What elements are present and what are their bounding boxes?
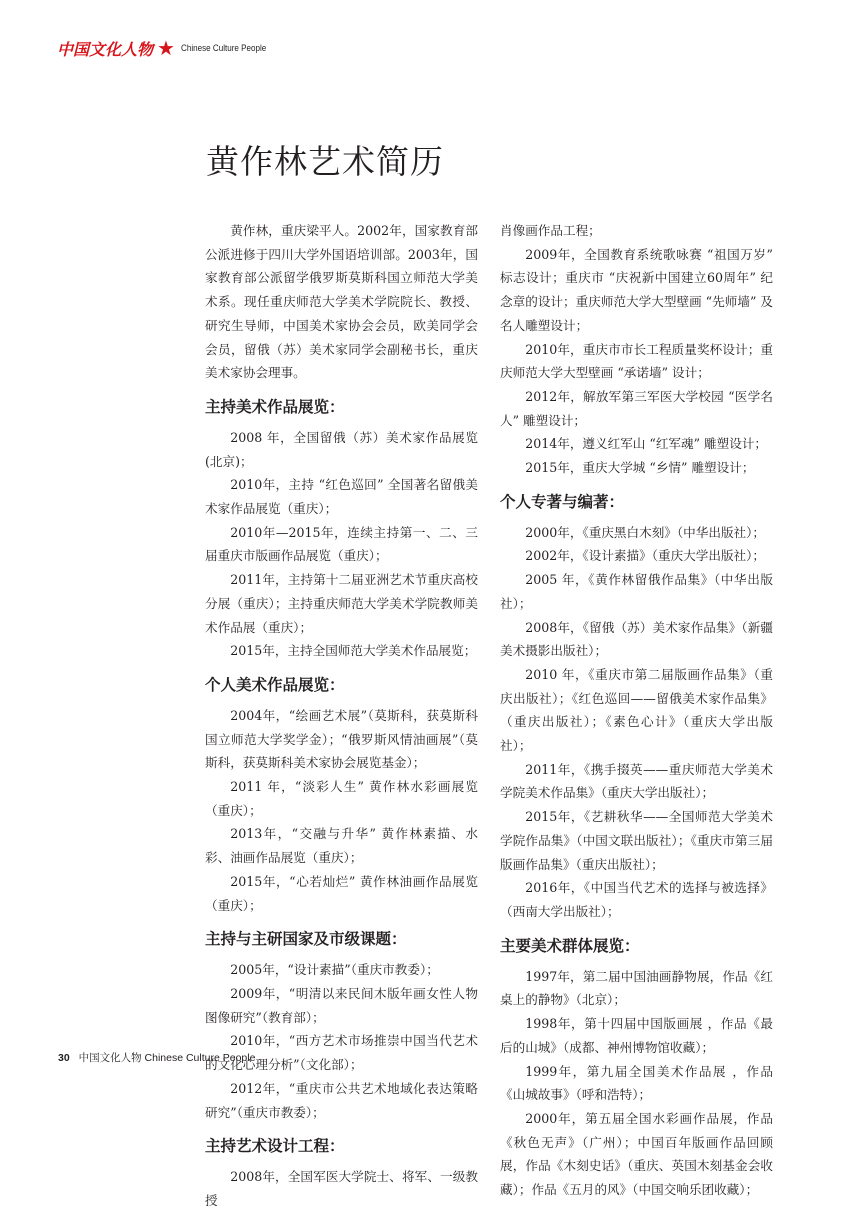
footer-publication: 中国文化人物 Chinese Culture People — [78, 1052, 256, 1064]
paragraph: 1998年，第十四届中国版画展 ，作品《最后的山城》（成都、神州博物馆收藏）； — [500, 1016, 773, 1055]
paragraph: 2013年，“交融与升华” 黄作林素描、水彩、油画作品展览（重庆）； — [205, 826, 478, 866]
paragraph: 2011年，《携手掇英——重庆师范大学美术学院美术作品集》（重庆大学出版社）； — [500, 761, 773, 801]
paragraph: 2009年，“明清以来民间木版年画女性人物图像研究”（教育部）； — [205, 985, 478, 1025]
paragraph: 2012年，“重庆市公共艺术地域化表达策略研究”（重庆市教委）； — [205, 1080, 478, 1120]
paragraph: 1999年，第九届全国美术作品展 ，作品《山城故事》（呼和浩特）； — [500, 1063, 773, 1103]
paragraph: 2008 年，全国留俄（苏）美术家作品展览(北京)； — [205, 429, 478, 469]
masthead-logo — [57, 37, 281, 60]
paragraph: 2014年，遵义红军山 “红军魂” 雕塑设计； — [525, 436, 768, 452]
section-heading: 个人专著与编著： — [500, 492, 625, 511]
paragraph: 2011年，主持第十二届亚洲艺术节重庆高校分展（重庆）；主持重庆师范大学美术学院教师美术作品展（重庆）； — [205, 572, 478, 635]
paragraph: 黄作林，重庆梁平人。2002年，国家教育部公派进修于四川大学外国语培训部。2003年，国家教育部公派留学俄罗斯莫斯科国立师范大学美术系。现任重庆师范大学美术学院院长、教授、研究生导师，中国美术家协会会员，欧美同学会会员，留俄（苏）美术家同学会副秘书长，重庆美术家协会理事。 — [205, 223, 478, 381]
paragraph: 2015年，《艺耕秋华——全国师范大学美术学院作品集》（中国文联出版社）；《重庆市第三届版画作品集》（重庆出版社）； — [500, 809, 773, 872]
page-number: 30 — [58, 1052, 70, 1064]
section-heading: 主持美术作品展览： — [205, 397, 345, 416]
paragraph: 2010 年，《重庆市第二届版画作品集》（重庆出版社）；《红色巡回——留俄美术家作品集》（重庆出版社）；《素色心计》（重庆大学出版社）； — [500, 666, 773, 754]
paragraph: 2015年，重庆大学城 “乡情” 雕塑设计； — [525, 460, 755, 476]
section-heading: 个人美术作品展览： — [205, 675, 345, 694]
logo-chinese: 中国文化人物 — [57, 40, 154, 59]
paragraph: 2002年，《设计素描》（重庆大学出版社）； — [525, 548, 766, 564]
section-heading: 主持与主研国家及市级课题： — [205, 930, 407, 949]
paragraph: 2012年，解放军第三军医大学校园 “医学名人” 雕塑设计； — [500, 388, 773, 428]
paragraph: 2008年，《留俄（苏）美术家作品集》（新疆美术摄影出版社）； — [500, 619, 773, 659]
paragraph: 2004年，“绘画艺术展”（莫斯科，获莫斯科国立师范大学奖学金）；“俄罗斯风情油画展”（莫斯科，获莫斯科美术家协会展览基金）； — [205, 707, 478, 771]
paragraph: 2010年，“西方艺术市场推崇中国当代艺术的文化心理分析”（文化部）； — [205, 1033, 478, 1073]
paragraph: 2015年，“心若灿烂” 黄作林油画作品展览（重庆）； — [205, 873, 478, 913]
article-title: 黄作林艺术简历 — [206, 142, 444, 181]
paragraph: 2005年，“设计素描”（重庆市教委）； — [230, 962, 439, 978]
page-footer — [58, 1050, 255, 1065]
paragraph: 2000年，《重庆黑白木刻》（中华出版社）； — [525, 524, 766, 540]
star-icon: ★ — [157, 37, 175, 60]
paragraph: 2010年，主持 “红色巡回” 全国著名留俄美术家作品展览（重庆）； — [205, 477, 478, 517]
section-heading: 主要美术群体展览： — [500, 936, 640, 955]
paragraph: 2008年，全国军医大学院士、将军、一级教授 — [205, 1169, 478, 1208]
paragraph: 2010年，重庆市市长工程质量奖杯设计；重庆师范大学大型壁画 “承诺墙” 设计； — [500, 341, 773, 381]
right-column — [500, 219, 773, 1202]
paragraph: 2016年，《中国当代艺术的选择与被选择》（西南大学出版社）； — [500, 880, 773, 919]
section-heading: 主持艺术设计工程： — [205, 1137, 345, 1156]
paragraph: 2005 年，《黄作林留俄作品集》（中华出版社）； — [500, 572, 773, 611]
logo-english: Chinese Culture People — [180, 43, 267, 54]
paragraph: 2000年，第五届全国水彩画作品展，作品《秋色无声》（广州）；中国百年版画作品回顾展，作品《木刻史话》（重庆、英国木刻基金会收藏）；作品《五月的风》（中国交响乐团收藏）； — [500, 1110, 773, 1198]
paragraph: 2015年，主持全国师范大学美术作品展览； — [230, 643, 477, 659]
paragraph: 2011 年，“淡彩人生” 黄作林水彩画展览（重庆）； — [205, 779, 478, 818]
paragraph: 2009年，全国教育系统歌咏赛 “祖国万岁” 标志设计；重庆市 “庆祝新中国建立60周年” 纪念章的设计；重庆师范大学大型壁画 “先师墙” 及名人雕塑设计； — [500, 246, 773, 333]
continued-paragraph: 肖像画作品工程； — [500, 223, 601, 238]
paragraph: 1997年，第二届中国油画静物展，作品《红桌上的静物》（北京）； — [500, 968, 773, 1008]
paragraph: 2010年—2015年，连续主持第一、二、三届重庆市版画作品展览（重庆）； — [205, 524, 478, 564]
